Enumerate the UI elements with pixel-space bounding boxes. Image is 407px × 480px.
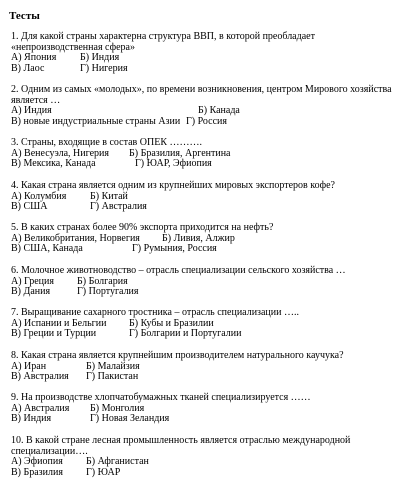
options-row [11,414,401,425]
option-b: Б) Болгария [77,275,128,287]
option-d: Г) Португалия [77,286,139,297]
options-row [11,329,401,340]
option-b: Б) Афганистан [86,456,149,467]
option-b: Б) Ливия, Алжир [162,232,235,244]
options-row [11,468,401,479]
option-d: Г) Болгарии и Португалии [129,328,242,339]
question-text: 10. В какой стране лесная промышленность является отраслью международной специализации…. [11,435,351,457]
option-a: А) Япония [11,52,57,63]
question-2 [11,85,401,127]
option-a: А) Венесуэла, Нигерия [11,147,109,159]
question-text: 1. Для какой страны характерна структура ВВП, в которой преобладает «непроизводственная сфера» [11,31,315,53]
option-a: А) Австралия [11,402,70,414]
option-c: В) США, Канада [11,243,83,254]
option-b: Б) Малайзия [86,360,140,372]
option-c: В) Бразилия [11,466,63,478]
option-a: А) Индия [11,105,52,116]
option-a: А) Греция [11,275,54,287]
option-b: Б) Канада [198,105,240,116]
question-text: 7. Выращивание сахарного тростника – отрасль специализации ….. [11,307,299,318]
question-5 [11,223,401,255]
option-c: В) Австралия [11,371,69,382]
options-row [11,457,401,468]
option-c: В) новые индустриальные страны Азии [11,115,181,127]
question-6 [11,266,401,298]
options-row [11,192,401,203]
option-b: Б) Бразилия, Аргентина [129,147,231,159]
question-4 [11,181,401,213]
option-b: Б) Китай [90,190,128,202]
options-row [11,404,401,415]
option-c: В) США [11,201,48,212]
question-text: 8. Какая страна является крупнейшим производителем натурального каучука? [11,350,344,361]
options-row [11,117,401,128]
option-d: Г) Австралия [90,201,147,212]
question-text: 4. Какая страна является одним из крупнейших мировых экспортеров кофе? [11,180,335,191]
option-d: Г) Румыния, Россия [132,243,217,254]
question-3 [11,138,401,170]
question-1 [11,32,401,74]
question-7 [11,308,401,340]
question-8 [11,351,401,383]
option-a: А) Испании и Бельгии [11,317,107,329]
option-a: А) Эфиопия [11,456,63,467]
question-9 [11,393,401,425]
options-row [11,106,401,117]
option-b: Б) Кубы и Бразилии [129,317,214,329]
options-row [11,53,401,64]
question-10 [11,436,401,478]
options-row [11,64,401,75]
option-c: В) Дания [11,286,51,297]
option-c: В) Греции и Турции [11,328,97,339]
option-a: А) Иран [11,360,47,372]
option-d: Г) ЮАР [86,466,121,478]
option-d: Г) Россия [186,115,228,127]
option-c: В) Индия [11,413,52,424]
options-row [11,159,401,170]
question-text: 5. В каких странах более 90% экспорта приходится на нефть? [11,222,274,233]
question-text: 9. На производстве хлопчатобумажных тканей специализируется …… [11,392,311,403]
option-b: Б) Монголия [90,402,145,414]
options-row [11,372,401,383]
option-d: Г) Пакистан [86,371,139,382]
options-row [11,362,401,373]
question-text: 2. Одним из самых «молодых», по времени возникновения, центром Мирового хозяйства является … [11,84,392,106]
option-c: В) Лаос [11,62,45,74]
option-b: Б) Индия [80,52,120,63]
options-row [11,277,401,288]
options-row [11,244,401,255]
option-d: Г) Нигерия [80,62,128,74]
option-c: В) Мексика, Канада [11,158,96,169]
question-text: 3. Страны, входящие в состав ОПЕК ………. [11,137,202,148]
option-d: Г) ЮАР, Эфиопия [135,158,212,169]
options-row [11,202,401,213]
question-text: 6. Молочное животноводство – отрасль специализации сельского хозяйства … [11,265,346,276]
options-row [11,287,401,298]
document-title: Тесты [9,10,40,22]
option-a: А) Великобритания, Норвегия [11,232,140,244]
option-d: Г) Новая Зеландия [90,413,170,424]
option-a: А) Колумбия [11,190,67,202]
